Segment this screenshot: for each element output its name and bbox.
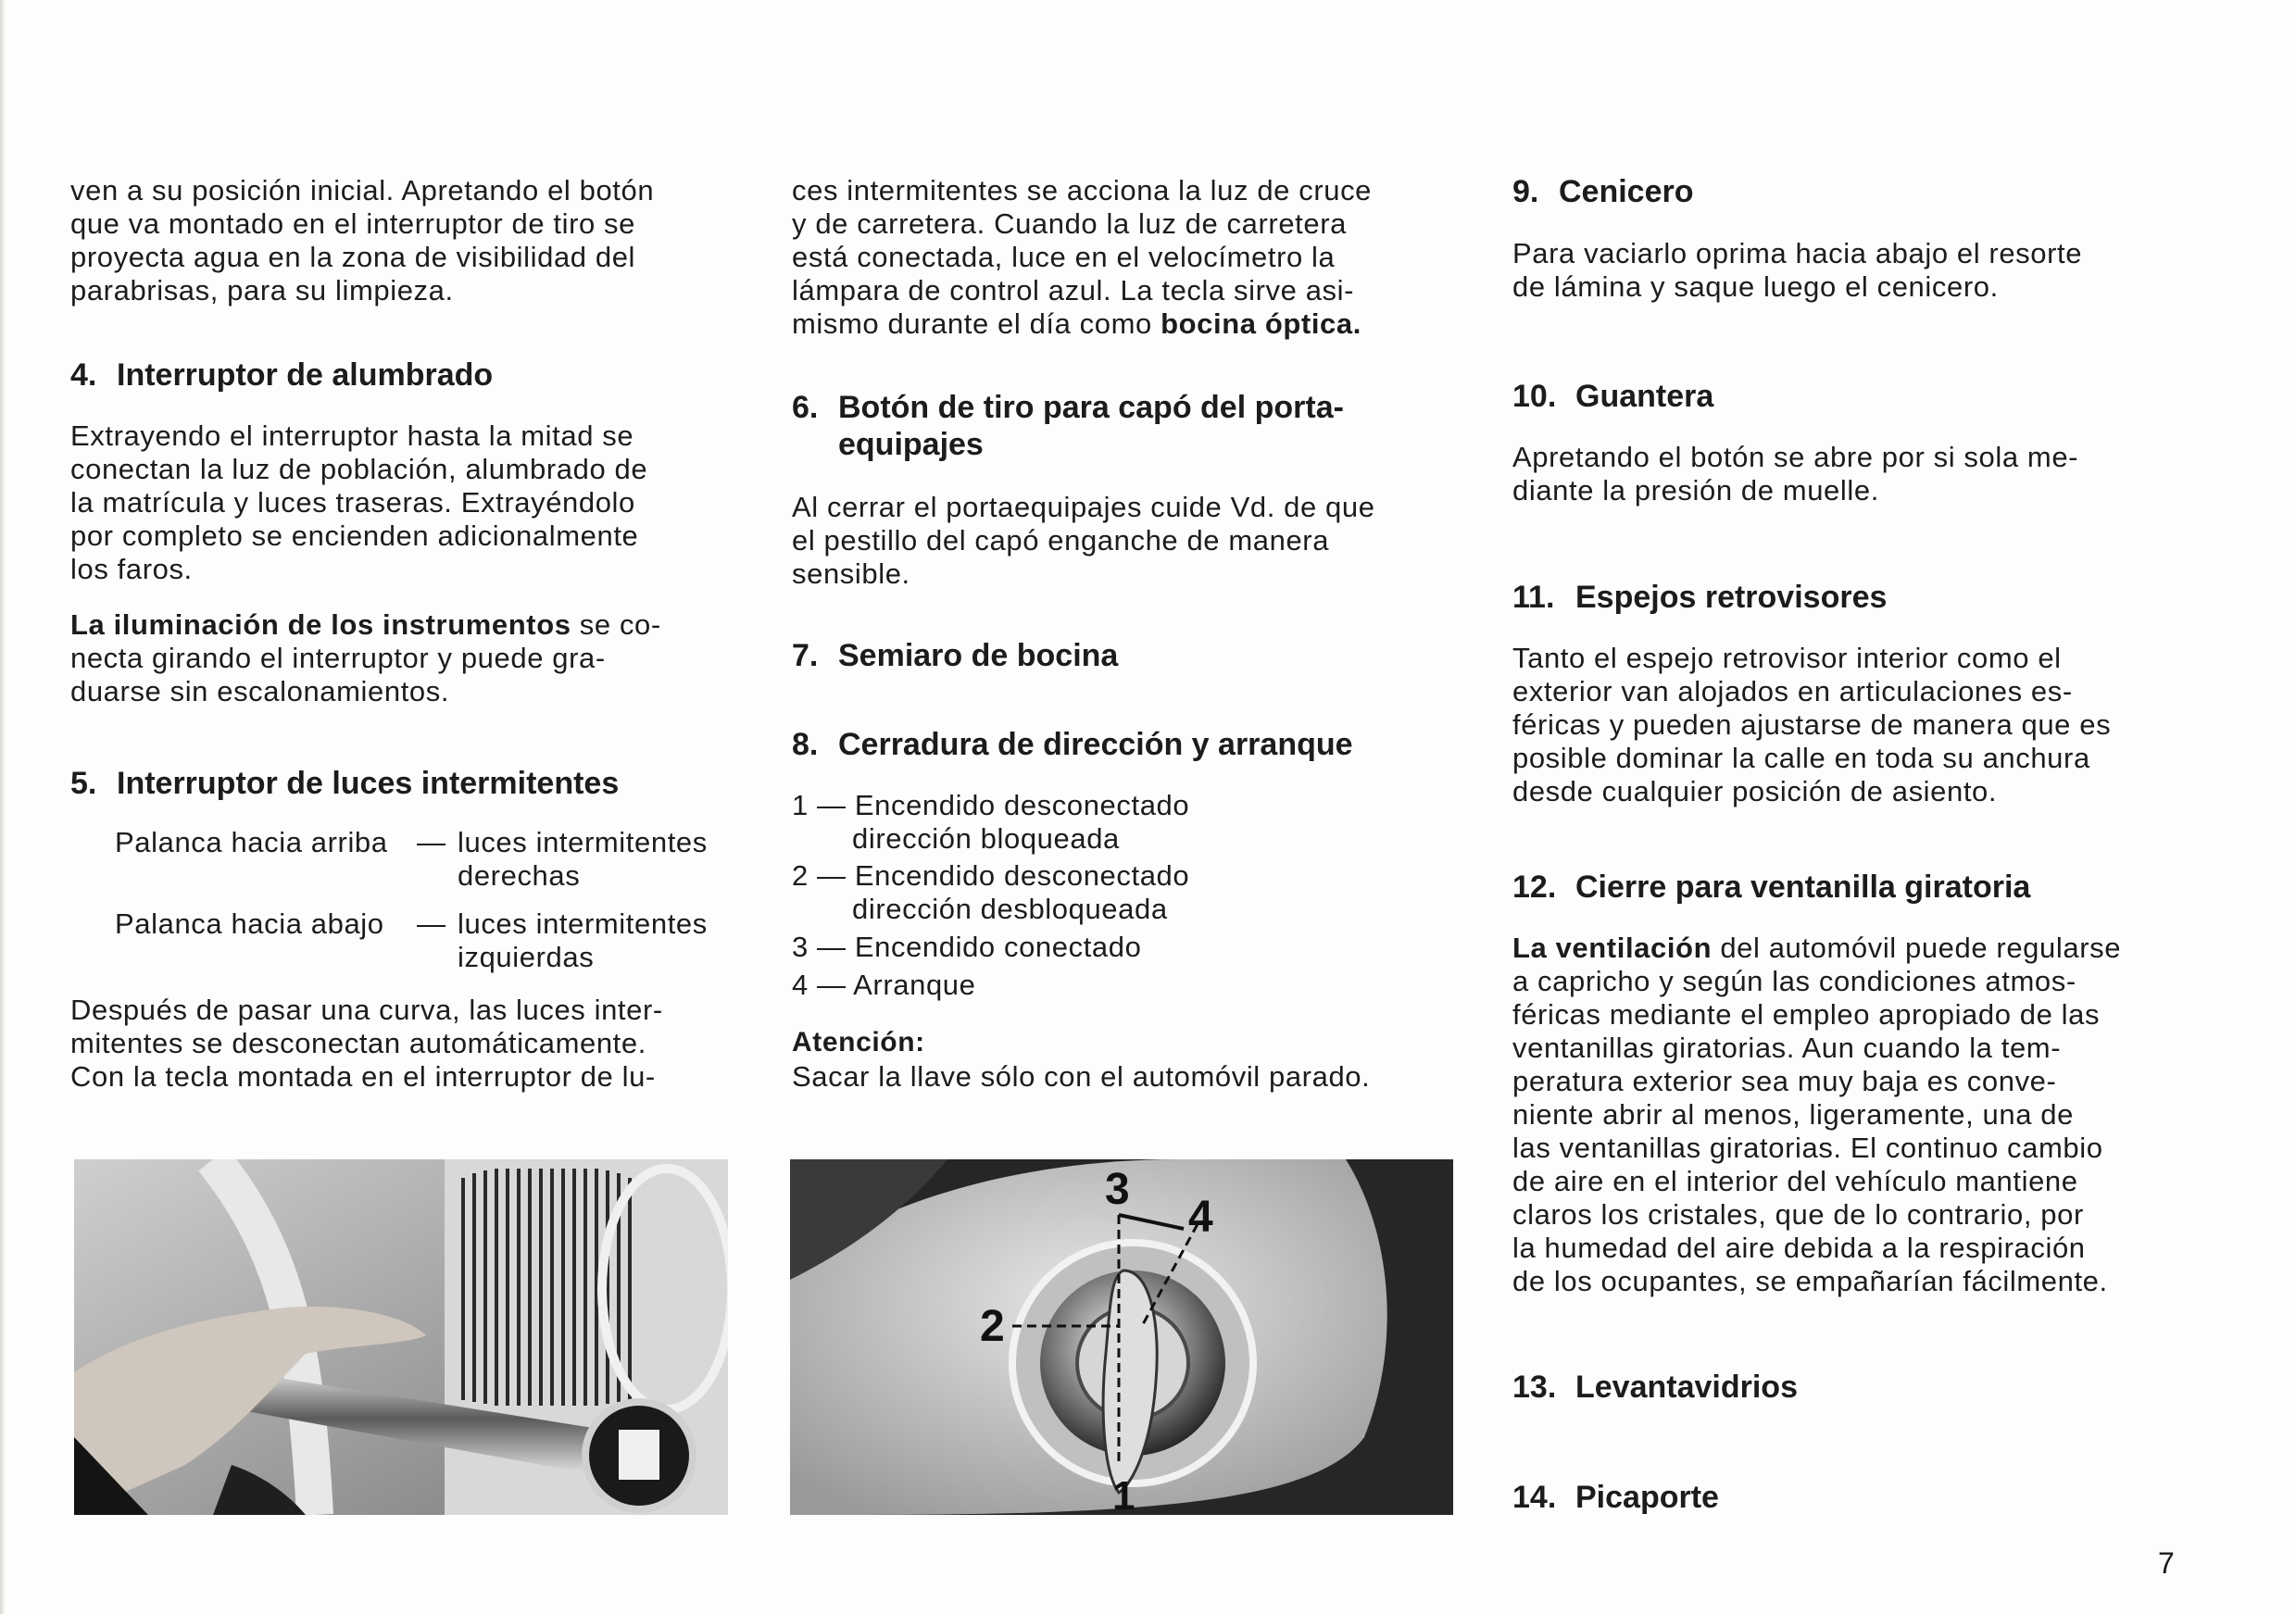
heading-8: 8. Cerradura de dirección y arranque	[792, 727, 1353, 762]
heading-10: 10. Guantera	[1512, 379, 1714, 414]
lever-row-up: Palanca hacia arriba	[115, 826, 388, 858]
position-2: 2 — Encendido desconectado	[792, 859, 1190, 892]
heading-13: 13. Levantavidrios	[1512, 1370, 1798, 1405]
heading-14: 14. Picaporte	[1512, 1480, 1719, 1515]
heading-9: 9. Cenicero	[1512, 174, 1694, 209]
attention-text: Sacar la llave sólo con el automóvil parado.	[792, 1060, 1371, 1093]
lock-label-2: 2	[980, 1302, 1005, 1351]
heading-7: 7. Semiaro de bocina	[792, 638, 1119, 673]
photo-ignition-lock-illustration	[790, 1159, 1453, 1515]
lever-value-up: luces intermitentes	[458, 826, 708, 858]
lever-dash-down: —	[417, 907, 446, 940]
lever-row-down: Palanca hacia abajo	[115, 907, 384, 940]
position-2-detail: dirección desbloqueada	[852, 893, 1168, 925]
photo-ignition-lock	[790, 1159, 1453, 1515]
position-1: 1 — Encendido desconectado	[792, 789, 1190, 821]
lock-label-4: 4	[1188, 1193, 1213, 1242]
paragraph-washer: ven a su posición inicial. Apretando el botón que va montado en el interruptor de tiro se proyecta agua en la zona de visibilidad del parabrisas, para su limpieza.	[70, 174, 655, 307]
lever-value-down: luces intermitentes	[458, 907, 708, 940]
lever-dash-up: —	[417, 826, 446, 858]
paragraph-flasher-cont: ces intermitentes se acciona la luz de cruce y de carretera. Cuando la luz de carretera está conectada, luce en el velocímetro la lámpara de control azul. La tecla sirve asi- mismo durante el día como bocina óptica.	[792, 174, 1373, 340]
heading-4: 4. Interruptor de alumbrado	[70, 357, 494, 393]
position-3: 3 — Encendido conectado	[792, 931, 1142, 963]
page-edge-shadow	[0, 0, 6, 1614]
lever-value-up-2: derechas	[458, 859, 581, 892]
heading-12: 12. Cierre para ventanilla giratoria	[1512, 870, 2031, 905]
paragraph-glovebox: Apretando el botón se abre por si sola me- diante la presión de muelle.	[1512, 441, 2079, 507]
lever-value-down-2: izquierdas	[458, 941, 595, 973]
heading-11: 11. Espejos retrovisores	[1512, 580, 1888, 615]
paragraph-instrument-lighting: La iluminación de los instrumentos se co- necta girando el interruptor y puede gra- duarse sin escalonamientos.	[70, 608, 661, 707]
lock-label-3: 3	[1105, 1165, 1130, 1214]
lock-label-1: 1	[1112, 1473, 1135, 1515]
position-1-detail: dirección bloqueada	[852, 822, 1120, 855]
paragraph-after-curve: Después de pasar una curva, las luces inter- mitentes se desconectan automáticamente. Con la tecla montada en el interruptor de lu-	[70, 994, 663, 1093]
position-4: 4 — Arranque	[792, 969, 976, 1001]
paragraph-trunk: Al cerrar el portaequipajes cuide Vd. de que el pestillo del capó enganche de manera sensible.	[792, 491, 1375, 590]
photo-steering-switch	[74, 1159, 728, 1515]
photo-steering-switch-illustration	[74, 1159, 728, 1515]
paragraph-light-switch: Extrayendo el interruptor hasta la mitad se conectan la luz de población, alumbrado de la matrícula y luces traseras. Extrayéndolo por completo se encienden adicionalmente los faros.	[70, 419, 648, 585]
attention-label: Atención:	[792, 1027, 925, 1057]
heading-5: 5. Interruptor de luces intermitentes	[70, 766, 620, 801]
paragraph-ashtray: Para vaciarlo oprima hacia abajo el resorte de lámina y saque luego el cenicero.	[1512, 237, 2083, 303]
page-number: 7	[2158, 1546, 2175, 1580]
paragraph-ventilation: La ventilación del automóvil puede regularse a capricho y según las condiciones atmos- féricas mediante el empleo apropiado de las ventanillas giratorias. Aun cuando la tem- peratura exterior sea muy baja es conve- niente abrir al menos, ligeramente, una de las ventanillas giratorias. El continuo cambio de aire en el interior del vehículo mantiene claros los cristales, que de lo contrario, por la humedad del aire debida a la respiración de los ocupantes, se empañarían fácilmente.	[1512, 932, 2122, 1297]
paragraph-mirrors: Tanto el espejo retrovisor interior como el exterior van alojados en articulaciones es- féricas y pueden ajustarse de manera que es posible dominar la calle en toda su anchura desde cualquier posición de asiento.	[1512, 642, 2112, 807]
heading-6: 6. Botón de tiro para capó del porta- equipajes	[792, 390, 1344, 462]
